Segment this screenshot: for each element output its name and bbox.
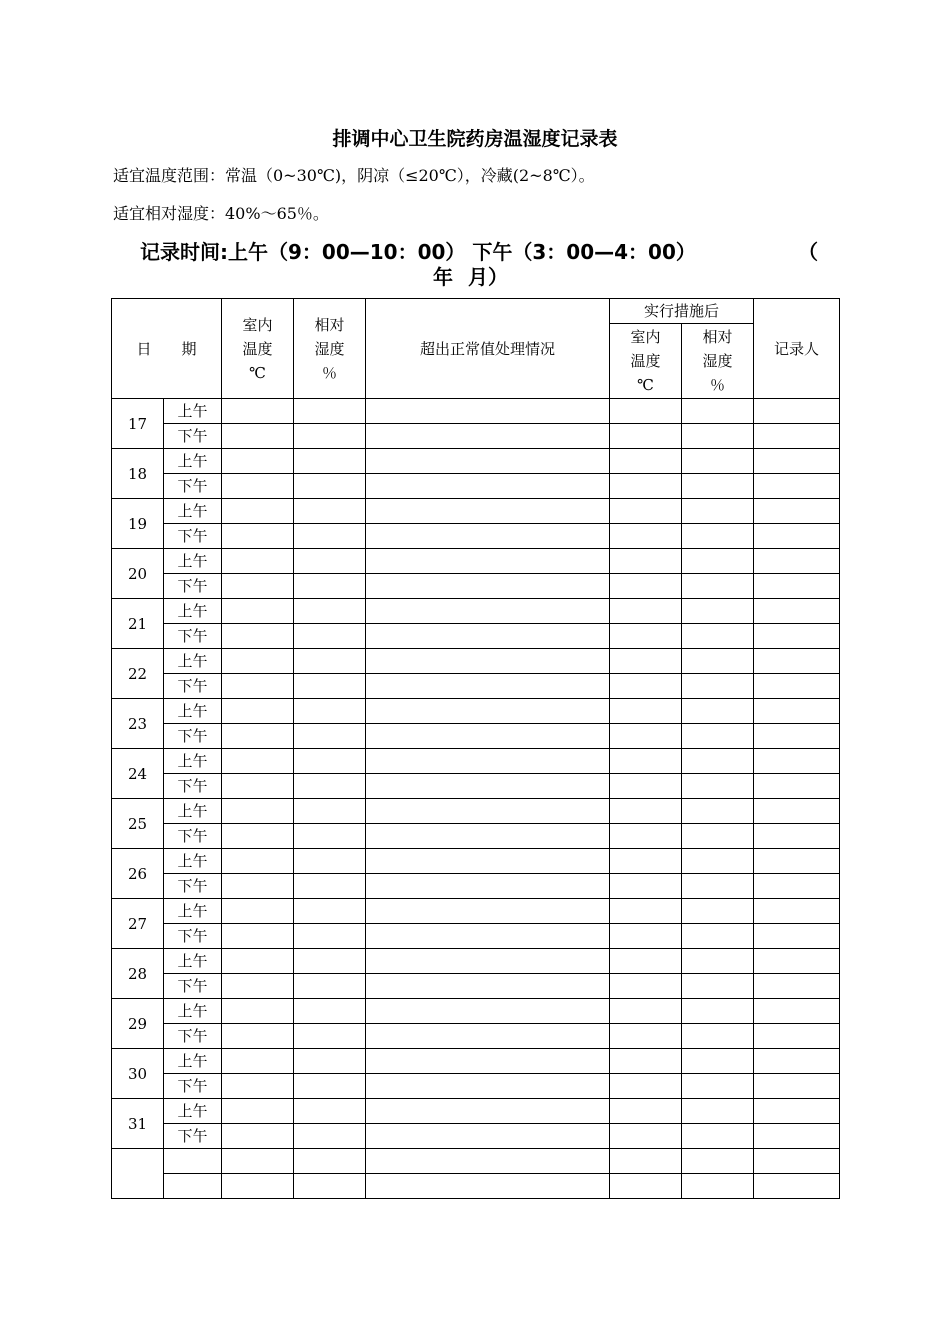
table-row xyxy=(112,399,840,424)
entry-cell[interactable] xyxy=(222,999,294,1024)
entry-cell[interactable] xyxy=(754,974,840,999)
entry-cell[interactable] xyxy=(610,899,682,924)
table-row xyxy=(112,524,840,549)
entry-cell[interactable] xyxy=(754,699,840,724)
entry-cell[interactable] xyxy=(366,799,610,824)
period-cell: 上午 xyxy=(164,449,222,474)
entry-cell[interactable] xyxy=(294,449,366,474)
table-row xyxy=(112,599,840,624)
entry-cell[interactable] xyxy=(754,924,840,949)
table-row xyxy=(112,1074,840,1099)
entry-cell[interactable] xyxy=(222,1174,294,1199)
entry-cell[interactable] xyxy=(682,599,754,624)
entry-cell[interactable] xyxy=(610,524,682,549)
entry-cell[interactable] xyxy=(754,824,840,849)
entry-cell[interactable] xyxy=(610,749,682,774)
entry-cell[interactable] xyxy=(610,549,682,574)
entry-cell[interactable] xyxy=(366,1174,610,1199)
entry-cell[interactable] xyxy=(222,799,294,824)
entry-cell[interactable] xyxy=(366,824,610,849)
entry-cell[interactable] xyxy=(366,399,610,424)
entry-cell[interactable] xyxy=(294,1174,366,1199)
table-row xyxy=(112,1124,840,1149)
period-cell xyxy=(164,1174,222,1199)
temperature-range-line: 适宜温度范围：常温（0~30℃)，阴凉（≤20℃），冷藏(2~8℃）。 xyxy=(113,166,595,185)
entry-cell[interactable] xyxy=(294,624,366,649)
entry-cell[interactable] xyxy=(294,1049,366,1074)
entry-cell[interactable] xyxy=(222,399,294,424)
entry-cell[interactable] xyxy=(682,1124,754,1149)
entry-cell[interactable] xyxy=(682,424,754,449)
entry-cell[interactable] xyxy=(294,399,366,424)
entry-cell[interactable] xyxy=(610,674,682,699)
table-row xyxy=(112,674,840,699)
day-cell: 26 xyxy=(112,849,164,899)
entry-cell[interactable] xyxy=(222,1099,294,1124)
entry-cell[interactable] xyxy=(682,699,754,724)
day-cell: 24 xyxy=(112,749,164,799)
entry-cell[interactable] xyxy=(222,774,294,799)
entry-cell[interactable] xyxy=(682,399,754,424)
table-row xyxy=(112,649,840,674)
entry-cell[interactable] xyxy=(682,674,754,699)
day-cell: 25 xyxy=(112,799,164,849)
period-cell: 下午 xyxy=(164,474,222,499)
entry-cell[interactable] xyxy=(754,1024,840,1049)
entry-cell[interactable] xyxy=(754,949,840,974)
entry-cell[interactable] xyxy=(610,774,682,799)
entry-cell[interactable] xyxy=(754,799,840,824)
entry-cell[interactable] xyxy=(754,649,840,674)
entry-cell[interactable] xyxy=(222,899,294,924)
period-cell: 下午 xyxy=(164,1024,222,1049)
document-title: 排调中心卫生院药房温湿度记录表 xyxy=(332,128,618,150)
entry-cell[interactable] xyxy=(294,649,366,674)
header-date: 日 期 xyxy=(112,299,222,399)
entry-cell[interactable] xyxy=(222,1024,294,1049)
entry-cell[interactable] xyxy=(610,1174,682,1199)
period-cell: 上午 xyxy=(164,999,222,1024)
entry-cell[interactable] xyxy=(222,549,294,574)
entry-cell[interactable] xyxy=(294,849,366,874)
entry-cell[interactable] xyxy=(754,724,840,749)
entry-cell[interactable] xyxy=(222,699,294,724)
period-cell: 上午 xyxy=(164,849,222,874)
entry-cell[interactable] xyxy=(754,749,840,774)
entry-cell[interactable] xyxy=(682,1074,754,1099)
entry-cell[interactable] xyxy=(682,474,754,499)
entry-cell[interactable] xyxy=(682,1049,754,1074)
table-row xyxy=(112,624,840,649)
entry-cell[interactable] xyxy=(366,724,610,749)
entry-cell[interactable] xyxy=(610,1074,682,1099)
entry-cell[interactable] xyxy=(754,574,840,599)
header-after-humidity: 相对 湿度 ％ xyxy=(682,324,754,399)
entry-cell[interactable] xyxy=(754,399,840,424)
period-cell: 下午 xyxy=(164,524,222,549)
period-cell: 上午 xyxy=(164,399,222,424)
entry-cell[interactable] xyxy=(366,1099,610,1124)
entry-cell[interactable] xyxy=(610,399,682,424)
period-cell: 下午 xyxy=(164,674,222,699)
entry-cell[interactable] xyxy=(222,949,294,974)
entry-cell[interactable] xyxy=(222,924,294,949)
entry-cell[interactable] xyxy=(754,999,840,1024)
day-cell: 21 xyxy=(112,599,164,649)
entry-cell[interactable] xyxy=(754,1049,840,1074)
entry-cell[interactable] xyxy=(294,824,366,849)
entry-cell[interactable] xyxy=(610,724,682,749)
entry-cell[interactable] xyxy=(294,1024,366,1049)
day-cell: 17 xyxy=(112,399,164,449)
day-cell xyxy=(112,1149,164,1199)
entry-cell[interactable] xyxy=(294,499,366,524)
entry-cell[interactable] xyxy=(222,524,294,549)
entry-cell[interactable] xyxy=(366,1124,610,1149)
entry-cell[interactable] xyxy=(366,674,610,699)
entry-cell[interactable] xyxy=(366,774,610,799)
entry-cell[interactable] xyxy=(610,699,682,724)
entry-cell[interactable] xyxy=(222,474,294,499)
entry-cell[interactable] xyxy=(754,424,840,449)
entry-cell[interactable] xyxy=(754,899,840,924)
entry-cell[interactable] xyxy=(366,499,610,524)
table-row xyxy=(112,849,840,874)
period-cell: 下午 xyxy=(164,574,222,599)
period-cell: 上午 xyxy=(164,599,222,624)
entry-cell[interactable] xyxy=(294,599,366,624)
header-indoor-temp: 室内 温度 ℃ xyxy=(222,299,294,399)
entry-cell[interactable] xyxy=(294,724,366,749)
entry-cell[interactable] xyxy=(754,774,840,799)
entry-cell[interactable] xyxy=(610,924,682,949)
header-recorder: 记录人 xyxy=(754,299,840,399)
table-row xyxy=(112,874,840,899)
entry-cell[interactable] xyxy=(610,424,682,449)
entry-cell[interactable] xyxy=(222,499,294,524)
period-cell: 上午 xyxy=(164,699,222,724)
entry-cell[interactable] xyxy=(610,824,682,849)
entry-cell[interactable] xyxy=(682,799,754,824)
period-cell: 上午 xyxy=(164,799,222,824)
entry-cell[interactable] xyxy=(222,849,294,874)
entry-cell[interactable] xyxy=(610,599,682,624)
entry-cell[interactable] xyxy=(366,1049,610,1074)
table-row xyxy=(112,724,840,749)
entry-cell[interactable] xyxy=(366,699,610,724)
entry-cell[interactable] xyxy=(754,624,840,649)
entry-cell[interactable] xyxy=(682,824,754,849)
entry-cell[interactable] xyxy=(222,724,294,749)
record-time-line: 记录时间:上午（9：00—10：00） 下午（3：00—4：00） xyxy=(140,240,696,264)
entry-cell[interactable] xyxy=(610,1124,682,1149)
entry-cell[interactable] xyxy=(754,524,840,549)
entry-cell[interactable] xyxy=(610,799,682,824)
entry-cell[interactable] xyxy=(610,499,682,524)
period-cell: 下午 xyxy=(164,824,222,849)
table-row xyxy=(112,1099,840,1124)
period-cell: 下午 xyxy=(164,774,222,799)
period-cell: 上午 xyxy=(164,549,222,574)
entry-cell[interactable] xyxy=(754,1099,840,1124)
day-cell: 22 xyxy=(112,649,164,699)
entry-cell[interactable] xyxy=(610,999,682,1024)
table-row xyxy=(112,749,840,774)
entry-cell[interactable] xyxy=(682,649,754,674)
entry-cell[interactable] xyxy=(754,674,840,699)
day-cell: 28 xyxy=(112,949,164,999)
entry-cell[interactable] xyxy=(682,574,754,599)
entry-cell[interactable] xyxy=(682,974,754,999)
entry-cell[interactable] xyxy=(682,524,754,549)
entry-cell[interactable] xyxy=(366,649,610,674)
entry-cell[interactable] xyxy=(682,499,754,524)
table-row xyxy=(112,824,840,849)
table-row xyxy=(112,499,840,524)
period-cell: 下午 xyxy=(164,924,222,949)
table-row xyxy=(112,799,840,824)
entry-cell[interactable] xyxy=(222,599,294,624)
table-row xyxy=(112,999,840,1024)
table-row xyxy=(112,474,840,499)
entry-cell[interactable] xyxy=(366,924,610,949)
entry-cell[interactable] xyxy=(294,749,366,774)
entry-cell[interactable] xyxy=(754,499,840,524)
day-cell: 27 xyxy=(112,899,164,949)
humidity-range-line: 适宜相对湿度：40%～65％。 xyxy=(113,204,329,223)
entry-cell[interactable] xyxy=(222,874,294,899)
entry-cell[interactable] xyxy=(682,449,754,474)
entry-cell[interactable] xyxy=(366,849,610,874)
day-cell: 30 xyxy=(112,1049,164,1099)
entry-cell[interactable] xyxy=(294,574,366,599)
table-row xyxy=(112,1149,840,1174)
entry-cell[interactable] xyxy=(682,749,754,774)
entry-cell[interactable] xyxy=(222,424,294,449)
entry-cell[interactable] xyxy=(222,674,294,699)
entry-cell[interactable] xyxy=(222,1149,294,1174)
period-cell: 下午 xyxy=(164,624,222,649)
entry-cell[interactable] xyxy=(610,1049,682,1074)
table-row xyxy=(112,974,840,999)
day-cell: 19 xyxy=(112,499,164,549)
table-row xyxy=(112,549,840,574)
entry-cell[interactable] xyxy=(366,1074,610,1099)
entry-cell[interactable] xyxy=(366,599,610,624)
period-cell: 上午 xyxy=(164,499,222,524)
entry-cell[interactable] xyxy=(222,1049,294,1074)
entry-cell[interactable] xyxy=(610,849,682,874)
entry-cell[interactable] xyxy=(294,674,366,699)
period-cell: 上午 xyxy=(164,649,222,674)
record-time-open-paren: （ xyxy=(798,240,818,264)
table-row xyxy=(112,574,840,599)
header-after-temp: 室内 温度 ℃ xyxy=(610,324,682,399)
entry-cell[interactable] xyxy=(682,849,754,874)
entry-cell[interactable] xyxy=(610,449,682,474)
period-cell: 上午 xyxy=(164,899,222,924)
entry-cell[interactable] xyxy=(366,449,610,474)
entry-cell[interactable] xyxy=(754,1074,840,1099)
entry-cell[interactable] xyxy=(222,749,294,774)
period-cell: 上午 xyxy=(164,949,222,974)
entry-cell[interactable] xyxy=(682,1174,754,1199)
entry-cell[interactable] xyxy=(754,449,840,474)
entry-cell[interactable] xyxy=(294,524,366,549)
entry-cell[interactable] xyxy=(610,1024,682,1049)
entry-cell[interactable] xyxy=(754,849,840,874)
entry-cell[interactable] xyxy=(610,974,682,999)
entry-cell[interactable] xyxy=(366,874,610,899)
entry-cell[interactable] xyxy=(610,874,682,899)
entry-cell[interactable] xyxy=(222,649,294,674)
entry-cell[interactable] xyxy=(294,899,366,924)
entry-cell[interactable] xyxy=(294,424,366,449)
entry-cell[interactable] xyxy=(610,949,682,974)
entry-cell[interactable] xyxy=(294,549,366,574)
entry-cell[interactable] xyxy=(610,624,682,649)
table-row xyxy=(112,449,840,474)
header-handling: 超出正常值处理情况 xyxy=(366,299,610,399)
period-cell: 上午 xyxy=(164,749,222,774)
period-cell: 上午 xyxy=(164,1049,222,1074)
entry-cell[interactable] xyxy=(222,449,294,474)
entry-cell[interactable] xyxy=(222,824,294,849)
period-cell xyxy=(164,1149,222,1174)
entry-cell[interactable] xyxy=(294,924,366,949)
entry-cell[interactable] xyxy=(754,1174,840,1199)
entry-cell[interactable] xyxy=(294,799,366,824)
entry-cell[interactable] xyxy=(610,474,682,499)
entry-cell[interactable] xyxy=(754,1149,840,1174)
day-cell: 18 xyxy=(112,449,164,499)
entry-cell[interactable] xyxy=(366,749,610,774)
entry-cell[interactable] xyxy=(294,1074,366,1099)
entry-cell[interactable] xyxy=(366,549,610,574)
entry-cell[interactable] xyxy=(682,1099,754,1124)
entry-cell[interactable] xyxy=(366,574,610,599)
entry-cell[interactable] xyxy=(294,1124,366,1149)
period-cell: 下午 xyxy=(164,874,222,899)
entry-cell[interactable] xyxy=(222,1074,294,1099)
entry-cell[interactable] xyxy=(294,774,366,799)
day-cell: 31 xyxy=(112,1099,164,1149)
table-row xyxy=(112,699,840,724)
entry-cell[interactable] xyxy=(682,949,754,974)
period-cell: 下午 xyxy=(164,974,222,999)
entry-cell[interactable] xyxy=(366,524,610,549)
table-row xyxy=(112,949,840,974)
table-row xyxy=(112,774,840,799)
table-row xyxy=(112,424,840,449)
entry-cell[interactable] xyxy=(754,874,840,899)
entry-cell[interactable] xyxy=(222,624,294,649)
entry-cell[interactable] xyxy=(682,999,754,1024)
entry-cell[interactable] xyxy=(610,1099,682,1124)
entry-cell[interactable] xyxy=(222,974,294,999)
entry-cell[interactable] xyxy=(366,974,610,999)
entry-cell[interactable] xyxy=(366,949,610,974)
header-after-measures: 实行措施后 xyxy=(610,299,754,324)
entry-cell[interactable] xyxy=(366,999,610,1024)
header-relative-humidity: 相对 湿度 ％ xyxy=(294,299,366,399)
entry-cell[interactable] xyxy=(294,699,366,724)
day-cell: 23 xyxy=(112,699,164,749)
entry-cell[interactable] xyxy=(682,774,754,799)
entry-cell[interactable] xyxy=(294,874,366,899)
record-table xyxy=(111,298,840,1199)
entry-cell[interactable] xyxy=(754,1124,840,1149)
entry-cell[interactable] xyxy=(682,874,754,899)
table-row xyxy=(112,1049,840,1074)
entry-cell[interactable] xyxy=(294,474,366,499)
entry-cell[interactable] xyxy=(682,924,754,949)
table-row xyxy=(112,924,840,949)
table-row xyxy=(112,1024,840,1049)
period-cell: 上午 xyxy=(164,1099,222,1124)
entry-cell[interactable] xyxy=(294,949,366,974)
entry-cell[interactable] xyxy=(682,1149,754,1174)
entry-cell[interactable] xyxy=(682,549,754,574)
day-cell: 29 xyxy=(112,999,164,1049)
entry-cell[interactable] xyxy=(682,724,754,749)
entry-cell[interactable] xyxy=(366,1149,610,1174)
entry-cell[interactable] xyxy=(682,624,754,649)
entry-cell[interactable] xyxy=(222,1124,294,1149)
entry-cell[interactable] xyxy=(222,574,294,599)
period-cell: 下午 xyxy=(164,1124,222,1149)
entry-cell[interactable] xyxy=(294,974,366,999)
entry-cell[interactable] xyxy=(294,1099,366,1124)
period-cell: 下午 xyxy=(164,724,222,749)
entry-cell[interactable] xyxy=(610,574,682,599)
entry-cell[interactable] xyxy=(754,599,840,624)
day-cell: 20 xyxy=(112,549,164,599)
entry-cell[interactable] xyxy=(754,474,840,499)
entry-cell[interactable] xyxy=(366,899,610,924)
entry-cell[interactable] xyxy=(754,549,840,574)
entry-cell[interactable] xyxy=(366,624,610,649)
table-row xyxy=(112,899,840,924)
entry-cell[interactable] xyxy=(294,999,366,1024)
entry-cell[interactable] xyxy=(366,424,610,449)
entry-cell[interactable] xyxy=(366,474,610,499)
entry-cell[interactable] xyxy=(682,1024,754,1049)
entry-cell[interactable] xyxy=(682,899,754,924)
record-year-month: 年 月） xyxy=(433,265,508,289)
table-row xyxy=(112,1174,840,1199)
entry-cell[interactable] xyxy=(610,649,682,674)
period-cell: 下午 xyxy=(164,1074,222,1099)
entry-cell[interactable] xyxy=(610,1149,682,1174)
period-cell: 下午 xyxy=(164,424,222,449)
entry-cell[interactable] xyxy=(294,1149,366,1174)
entry-cell[interactable] xyxy=(366,1024,610,1049)
